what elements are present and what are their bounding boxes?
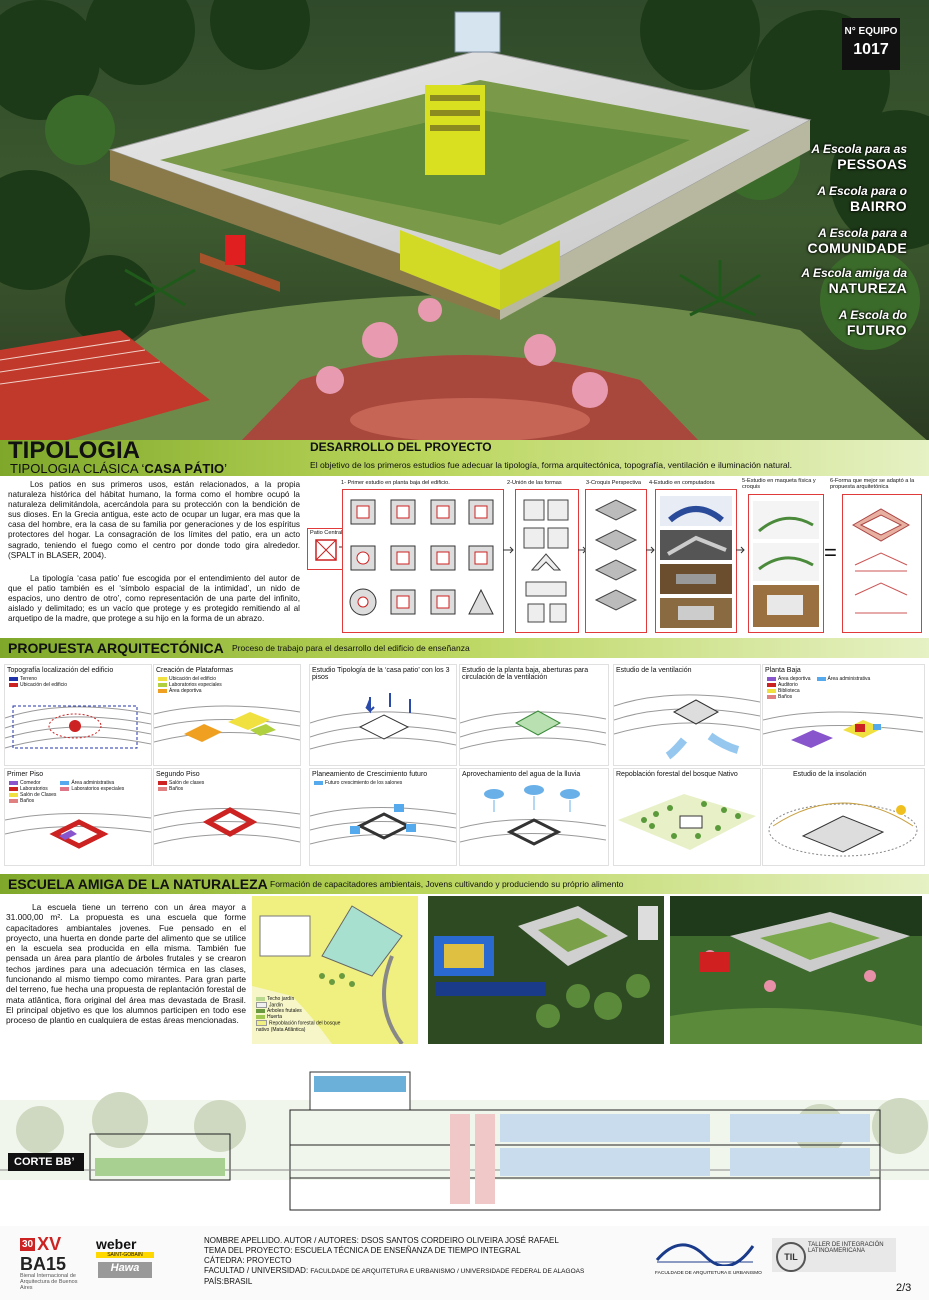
tipologia-subtitle bbox=[10, 461, 227, 476]
reforestation-diagram bbox=[614, 780, 760, 864]
slogan-line-a: A Escola amiga da bbox=[801, 266, 907, 280]
weber-logo bbox=[96, 1236, 154, 1258]
panel-legend bbox=[9, 780, 151, 804]
legend-swatch bbox=[9, 799, 18, 803]
panel-title: Estudio de la insolación bbox=[793, 771, 867, 778]
step-2-label: 2-Unión de las formas bbox=[507, 480, 562, 486]
panel-title: Estudio de la ventilación bbox=[616, 667, 692, 674]
slogan-line-b: PESSOAS bbox=[837, 156, 907, 172]
credits-theme: TEMA DEL PROYECTO: ESCUELA TÉCNICA DE ENSEÑANZA DE TIEMPO INTEGRAL bbox=[204, 1246, 521, 1255]
propuesta-panel-12 bbox=[762, 768, 925, 866]
topography-diagram bbox=[5, 688, 151, 758]
legend-swatch bbox=[9, 793, 18, 797]
credits bbox=[204, 1236, 584, 1287]
legend-swatch bbox=[767, 695, 776, 699]
site-plan-legend bbox=[256, 996, 346, 1033]
ground-floor-study-diagram bbox=[460, 683, 606, 763]
final-form-icon bbox=[843, 495, 921, 632]
aerial-render-image bbox=[428, 896, 664, 1044]
slogan-line-a: A Escola do bbox=[838, 308, 907, 322]
tipologia-subtitle-post: ’ bbox=[224, 461, 227, 476]
step-5-model bbox=[748, 494, 824, 633]
panel-title: Topografía localización del edificio bbox=[7, 667, 114, 674]
aerial-render-image bbox=[670, 896, 922, 1044]
legend-text: Laboratorios especiales bbox=[71, 786, 125, 792]
step-3-sketches bbox=[585, 489, 647, 633]
equals-sign: = bbox=[824, 540, 837, 565]
credits-country: PAÍS:BRASIL bbox=[204, 1277, 253, 1286]
legend-col bbox=[60, 780, 124, 804]
legend-swatch bbox=[767, 689, 776, 693]
legend-swatch bbox=[9, 683, 18, 687]
credits-university-value: FACULDADE DE ARQUITETURA E URBANISMO / UNIVERSIDADE FEDERAL DE ALAGOAS bbox=[310, 1268, 585, 1275]
step-6-label: 6-Forma que mejor se adaptó a la propuesta arquitetónica bbox=[830, 478, 915, 490]
school-render-image bbox=[0, 0, 929, 442]
legend-text: Huerta bbox=[267, 1014, 283, 1021]
legend-col bbox=[9, 780, 56, 804]
legend-swatch bbox=[256, 1015, 265, 1019]
panel-title: Creación de Plataformas bbox=[156, 667, 234, 674]
propuesta-panel-9 bbox=[309, 768, 457, 866]
desarrollo-desc: El objetivo de los primeros estudios fue adecuar la tipología, forma arquitectónica, topografía, ventilación e iluminación natural. bbox=[310, 460, 793, 470]
plan-sketches-icon bbox=[343, 490, 503, 632]
legend-swatch bbox=[60, 781, 69, 785]
legend-swatch bbox=[767, 683, 776, 687]
slogan-line-b: NATUREZA bbox=[828, 280, 907, 296]
slogan-line-b: BAIRRO bbox=[849, 198, 907, 214]
legend-swatch bbox=[9, 781, 18, 785]
desarrollo-title: DESARROLLO DEL PROYECTO bbox=[310, 440, 492, 454]
arrow-icon bbox=[736, 546, 746, 554]
legend-text: Ubicación del edificio bbox=[20, 682, 67, 688]
legend-swatch bbox=[256, 1002, 267, 1008]
credits-authors: NOMBRE APELLIDO. AUTOR / AUTORES: DSOS SANTOS CORDEIRO OLIVEIRA JOSÉ RAFAEL bbox=[204, 1236, 559, 1245]
step-2-sketches bbox=[515, 489, 579, 633]
panel-title: Aprovechamiento del agua de la lluvia bbox=[462, 771, 581, 778]
tipologia-title: TIPOLOGIA bbox=[8, 437, 140, 464]
site-plan bbox=[252, 896, 418, 1044]
legend-text: Comedor bbox=[20, 780, 41, 786]
page-number: 2/3 bbox=[896, 1282, 912, 1294]
perspective-sketches-icon bbox=[586, 490, 646, 632]
legend-swatch bbox=[158, 787, 167, 791]
panel-legend-item bbox=[60, 786, 124, 792]
tipologia-subtitle-bold: CASA PÁTIO bbox=[144, 461, 225, 476]
thirty-years-badge: 30 bbox=[22, 1239, 34, 1250]
panel-title: Segundo Piso bbox=[156, 771, 200, 778]
til-mark: TIL bbox=[776, 1242, 806, 1272]
legend-text: Terreno bbox=[20, 676, 37, 682]
legend-swatch bbox=[158, 781, 167, 785]
team-number-box bbox=[842, 18, 900, 70]
panel-title: Estudio de la planta baja, aberturas para circulación de la ventilación bbox=[462, 667, 589, 681]
computer-study-icon bbox=[656, 490, 736, 632]
corte-label: CORTE BB’ bbox=[8, 1153, 84, 1171]
legend-text: Laboratorios especiales bbox=[169, 682, 222, 688]
patio-central-label: Patio Central bbox=[310, 530, 343, 536]
team-label: N° EQUIPO bbox=[844, 26, 898, 37]
escuela-text: La escuela tiene un terreno con un área mayor a 31.000,00 m². La propuesta es una escuela que forme capacitadores ambiantales jovenes. Fue pensado en el proyecto, una huerta en donde parte del alimento que se utilice en la escuela sea producida en ella misma. También fue pensada un área para plantío de árboles frutales y se crearon techos jardines para una adecuación térmica en las clases, funcionando al mismo tiempo como mirantes. Para gran parte del terreno, fue hecha una propuesta de replantación forestal de mata atlântica, flora original del área mas devastada de Brasil. El principal objetivo es que los alumnos participen en todo ese proceso de plantio en cualquiera de estas áreas mencionadas. bbox=[6, 902, 246, 1026]
propuesta-panel-10 bbox=[459, 768, 609, 866]
step-3-label: 3-Croquis Perspectiva bbox=[586, 480, 642, 486]
legend-swatch bbox=[9, 787, 18, 791]
arrow-icon bbox=[503, 546, 515, 554]
fau-name: FACULDADE DE ARQUITETURA E URBANISMO bbox=[655, 1271, 762, 1276]
credits-university-label: FACULTAD / UNIVERSIDAD: bbox=[204, 1266, 311, 1275]
propuesta-desc: Proceso de trabajo para el desarrollo del edificio de enseñanza bbox=[232, 643, 470, 653]
til-text: TALLER DE INTEGRACIÓN LATINOAMERICANA bbox=[808, 1242, 884, 1254]
corte-bb-drawing bbox=[0, 1050, 929, 1220]
legend-text: Área deportiva bbox=[169, 688, 202, 694]
team-number: 1017 bbox=[853, 41, 889, 58]
slogan-line-a: A Escola para a bbox=[818, 226, 907, 240]
legend-text: Auditorio bbox=[778, 682, 798, 688]
propuesta-panel-4 bbox=[459, 664, 609, 766]
legend-swatch bbox=[817, 677, 826, 681]
step-4-label: 4-Estudio en computadora bbox=[649, 480, 715, 486]
insolation-diagram bbox=[763, 780, 923, 864]
ground-floor-plan-diagram bbox=[763, 700, 923, 752]
legend-text: Baños bbox=[169, 786, 184, 792]
fau-logo bbox=[655, 1236, 765, 1276]
panel-title: Planta Baja bbox=[765, 667, 801, 674]
legend-text: Jardín bbox=[269, 1002, 283, 1009]
legend-swatch bbox=[60, 787, 69, 791]
legend-text: Salón de clases bbox=[169, 780, 205, 786]
legend-swatch bbox=[767, 677, 776, 681]
patio-typology-diagram bbox=[310, 683, 456, 763]
future-growth-diagram bbox=[310, 786, 456, 856]
legend-text: Biblioteca bbox=[778, 688, 800, 694]
step-1-label: 1- Primer estudio en planta baja del edificio. bbox=[341, 480, 450, 486]
tipologia-paragraph-1: Los patios en sus primeros usos, están relacionados, a la propia naturaleza histórica del hábitat humano, la forma como el hombre ocupó la naturaleza delimitándola, acercándola para su protección con la bendición de sus dioses. En la Grecia antigua, este acto de ocupar un lugar, era mas que la casa del hombre, era la casa de su familia por generaciones y de los espíritus protectores del hogar. La consagración de los límites del patio, era un acto sagrado, teniendo el fuego como el centro por donde todo gira alrededor. (SPALT in BLASER, 2004). bbox=[8, 480, 300, 560]
legend-swatch bbox=[256, 1009, 265, 1013]
credits-university bbox=[204, 1266, 584, 1277]
step-1-sketches bbox=[342, 489, 504, 633]
ba15-mark: BA15 bbox=[20, 1254, 67, 1274]
legend-text: Ubicación del edificio bbox=[169, 676, 216, 682]
slogan-3 bbox=[687, 226, 907, 256]
biennial-text: Bienal Internacional de Arquitectura de Buenos Aires bbox=[20, 1273, 78, 1291]
panel-legend bbox=[767, 676, 924, 700]
legend-text: Repoblación forestal del bosque nativo (Mata Atlântica) bbox=[256, 1020, 341, 1033]
tipologia-subtitle-pre: TIPOLOGIA CLÁSICA ‘ bbox=[10, 461, 145, 476]
credits-catedra: CÁTEDRA: PROYECTO bbox=[204, 1256, 292, 1265]
panel-title: Primer Piso bbox=[7, 771, 44, 778]
legend-text: Área administrativa bbox=[827, 676, 871, 682]
tipologia-paragraph-2: La tipología ‘casa patio’ fue escogida por el entendimiento del autor de que el patio también es el ‘símbolo espacial de la intimidad’, un nido de espacios, uno dentro de otro’, como representación de una parte del infinito, aislado y delimitado; es un vacío que protege y es protegido remitiendo al al arquetipo de la madre, que protege a su hijo en la forma de un abrazo. bbox=[8, 574, 300, 624]
propuesta-panel-8 bbox=[153, 768, 301, 866]
legend-swatch bbox=[256, 997, 265, 1001]
legend-col bbox=[817, 676, 871, 700]
legend-swatch bbox=[158, 683, 167, 687]
legend-text: Árboles frutales bbox=[267, 1008, 302, 1015]
panel-title: Planeamiento de Crescimiento futuro bbox=[312, 771, 428, 778]
step-4-renders bbox=[655, 489, 737, 633]
legend-text: Techo jardín bbox=[267, 996, 295, 1002]
legend-text: Futuro crescimiento de los salones bbox=[325, 780, 403, 786]
propuesta-panel-1 bbox=[4, 664, 152, 766]
propuesta-panel-7 bbox=[4, 768, 152, 866]
legend-swatch bbox=[9, 677, 18, 681]
escuela-title: ESCUELA AMIGA DE LA NATURALEZA bbox=[8, 876, 268, 892]
slogan-1 bbox=[687, 142, 907, 172]
ba15-logo bbox=[20, 1234, 80, 1291]
rainwater-diagram bbox=[460, 780, 606, 864]
propuesta-panel-2 bbox=[153, 664, 301, 766]
aerial-render-2 bbox=[670, 896, 922, 1044]
step-6-form bbox=[842, 494, 922, 633]
slogan-line-b: FUTURO bbox=[846, 322, 907, 338]
legend-swatch bbox=[314, 781, 323, 785]
fau-wave-icon bbox=[655, 1236, 755, 1266]
legend-text: Baños bbox=[20, 798, 35, 804]
propuesta-panel-3 bbox=[309, 664, 457, 766]
slogan-4 bbox=[687, 266, 907, 296]
aerial-render-1 bbox=[428, 896, 664, 1044]
legend-swatch bbox=[256, 1020, 267, 1026]
legend-text: Baños bbox=[778, 694, 793, 700]
physical-model-icon bbox=[749, 495, 823, 632]
slogan-line-a: A Escola para o bbox=[817, 184, 907, 198]
propuesta-title: PROPUESTA ARQUITECTÓNICA bbox=[8, 640, 224, 656]
weber-sub: SAINT-GOBAIN bbox=[96, 1252, 154, 1258]
section-drawing bbox=[0, 1050, 929, 1220]
legend-swatch bbox=[158, 689, 167, 693]
union-sketches-icon bbox=[516, 490, 578, 632]
step-5-label: 5-Estudio en maqueta física y croquis bbox=[742, 478, 816, 490]
ba15-logo-mark bbox=[20, 1234, 80, 1255]
hawa-logo: Hawa bbox=[98, 1262, 152, 1278]
propuesta-panel-11 bbox=[613, 768, 761, 866]
platforms-diagram bbox=[154, 694, 300, 754]
legend-col bbox=[767, 676, 811, 700]
slogan-line-a: A Escola para as bbox=[811, 142, 907, 156]
site-legend-item bbox=[256, 1020, 346, 1032]
panel-legend-item bbox=[817, 676, 871, 682]
first-floor-plan-diagram bbox=[5, 804, 151, 850]
second-floor-plan-diagram bbox=[154, 792, 300, 852]
propuesta-panel-6 bbox=[762, 664, 925, 766]
legend-text: Salón de Clases bbox=[20, 792, 57, 798]
legend-text: Laboratorios bbox=[20, 786, 48, 792]
panel-title: Repoblación forestal del bosque Nativo bbox=[616, 771, 738, 778]
weber-mark: weber bbox=[96, 1236, 137, 1252]
legend-swatch bbox=[158, 677, 167, 681]
propuesta-panel-5 bbox=[613, 664, 761, 766]
xv-mark: XV bbox=[37, 1234, 62, 1254]
til-logo bbox=[772, 1238, 896, 1272]
legend-text: Área administrativa bbox=[71, 780, 115, 786]
slogan-line-b: COMUNIDADE bbox=[807, 240, 907, 256]
escuela-desc: Formación de capacitadores ambientais, Jovens cultivando y produciendo su próprio alimento bbox=[270, 879, 624, 889]
ventilation-diagram bbox=[614, 676, 760, 760]
slogan-2 bbox=[687, 184, 907, 214]
hero-render bbox=[0, 0, 929, 442]
legend-text: Área deportiva bbox=[778, 676, 811, 682]
panel-title: Estudio Tipología de la ‘casa patio’ con los 3 pisos bbox=[312, 667, 450, 681]
slogan-5 bbox=[687, 308, 907, 338]
